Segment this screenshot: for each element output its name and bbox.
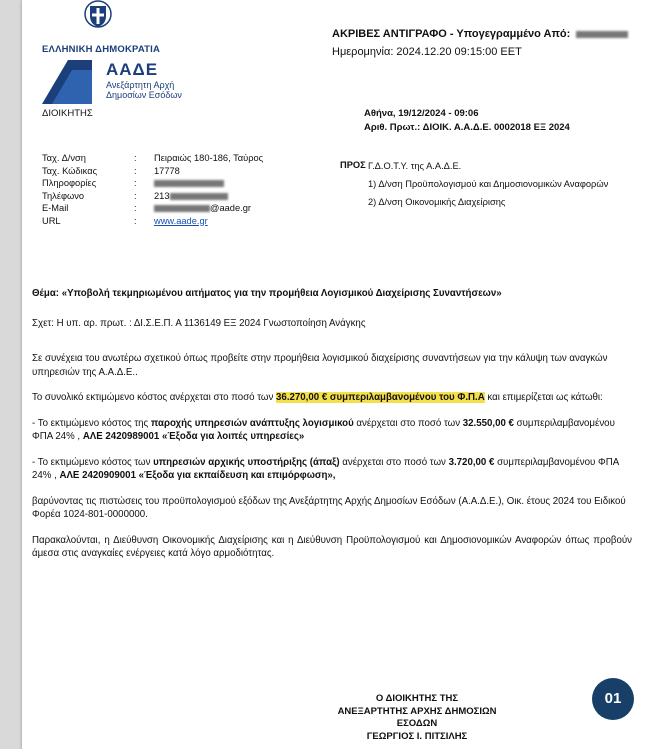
government-name: ΕΛΛΗΝΙΚΗ ΔΗΜΟΚΡΑΤΙΑ: [42, 44, 161, 55]
aade-logo-icon: [42, 60, 92, 104]
contact-row: Πληροφορίες :: [42, 177, 263, 190]
contact-row: Ταχ. Δ/νση : Πειραιώς 180-186, Ταύρος: [42, 153, 264, 163]
subject: Θέμα: «Υποβολή τεκμηριωμένου αιτήματος για την προμήθεια Λογισμικού Διαχείρισης Συναντήσεων»: [32, 288, 502, 299]
document-date: Αθήνα, 19/12/2024 - 09:06: [364, 108, 479, 119]
document-meta: [364, 107, 614, 135]
paragraph-total-cost: Το συνολικό εκτιμώμενο κόστος ανέρχεται στο ποσό των 36.270,00 € συμπεριλαμβανομένου του Φ.Π.Α και επιμερίζεται ως κάτωθι:: [32, 392, 603, 403]
department: ΔΙΟΙΚΗΤΗΣ: [42, 108, 93, 119]
recipient-item: 2) Δ/νση Οικονομικής Διαχείρισης: [368, 197, 506, 207]
recipient-item: Γ.Δ.Ο.Τ.Υ. της Α.Α.Δ.Ε.: [368, 161, 462, 171]
contact-row: Τηλέφωνο : 213: [42, 190, 263, 203]
reference: Σχετ: Η υπ. αρ. πρωτ. : ΔΙ.Σ.Ε.Π. Α 1136149 ΕΞ 2024 Γνωστοποίηση Ανάγκης: [32, 317, 366, 329]
paragraph-support-cost: - Το εκτιμώμενο κόστος των υπηρεσιών αρχικής υποστήριξης (άπαξ) ανέρχεται στο ποσό των 3.720,00 € συμπεριλαμβανομένου ΦΠΑ 24% , ΑΛΕ 2420909001 «Έξοδα για εκπαίδευση και επιμόρφωση»,: [32, 456, 619, 481]
greek-emblem-icon: [84, 0, 112, 30]
org-full-name: Ανεξάρτητη Αρχή Δημοσίων Εσόδων: [106, 80, 182, 100]
contact-row: Ταχ. Κώδικας : 17778: [42, 165, 180, 176]
copy-stamp-date: Ημερομηνία: 2024.12.20 09:15:00 EET: [332, 46, 522, 58]
copy-stamp-title: ΑΚΡΙΒΕΣ ΑΝΤΙΓΡΑΦΟ - Υπογεγραμμένο Από:: [332, 28, 628, 40]
total-cost-highlight: 36.270,00 € συμπεριλαμβανομένου του Φ.Π.Α: [276, 392, 485, 403]
document-page: [22, 0, 658, 749]
recipient-item: 1) Δ/νση Προϋπολογισμού και Δημοσιονομικών Αναφορών: [368, 179, 609, 189]
signature-block: Ο ΔΙΟΙΚΗΤΗΣ ΤΗΣ ΑΝΕΞΑΡΤΗΤΗΣ ΑΡΧΗΣ ΔΗΜΟΣΙΩΝ ΕΣΟΔΩΝ ΓΕΩΡΓΙΟΣ Ι. ΠΙΤΣΙΛΗΣ: [337, 693, 497, 742]
contact-row: E-Mail : @aade.gr: [42, 203, 251, 213]
paragraph-request: Παρακαλούνται, η Διεύθυνση Οικονομικής Διαχείρισης και η Διεύθυνση Προϋπολογισμού και Δημοσιονομικών Αναφορών όπως προβούν άμεσα στις αναγκαίες ενέργειες κατά λόγο αρμοδιότητας.: [32, 534, 632, 559]
protocol-number: Αριθ. Πρωτ.: ΔΙΟΙΚ. Α.Α.Δ.Ε. 0002018 ΕΞ 2024: [364, 122, 570, 133]
contact-row: URL : www.aade.gr: [42, 215, 208, 226]
recipients-label: ΠΡΟΣ: [340, 160, 366, 170]
paragraph-dev-cost: - Το εκτιμώμενο κόστος της παροχής υπηρεσιών ανάπτυξης λογισμικού ανέρχεται στο ποσό των 32.550,00 € συμπεριλαμβανομένου ΦΠΑ 24% , ΑΛΕ 2420989001 «Έξοδα για λοιπές υπηρεσίες»: [32, 417, 615, 442]
paragraph-intro: Σε συνέχεια του ανωτέρω σχετικού όπως προβείτε στην προμήθεια λογισμικού διαχείρισης συναντήσεων για την κάλυψη των αναγκών υπηρεσιών της Α.Α.Δ.Ε..: [32, 353, 608, 378]
website-link[interactable]: www.aade.gr: [154, 215, 208, 226]
redacted-email: [154, 205, 210, 212]
paragraph-budget: βαρύνοντας τις πιστώσεις του προϋπολογισμού εξόδων της Ανεξάρτητης Αρχής Δημοσίων Εσόδων (Α.Α.Δ.Ε.), Οικ. έτους 2024 του Ειδικού Φορέα 1024-801-0000000.: [32, 495, 626, 520]
org-abbreviation: ΑΑΔΕ: [106, 60, 159, 79]
redacted-signer: [576, 31, 628, 38]
document-body: [32, 287, 632, 573]
contact-info: [42, 152, 263, 227]
recipients-list: [368, 160, 618, 214]
redacted-phone: [170, 193, 228, 200]
page-badge: 01: [592, 678, 634, 720]
redacted-info: [154, 180, 224, 187]
